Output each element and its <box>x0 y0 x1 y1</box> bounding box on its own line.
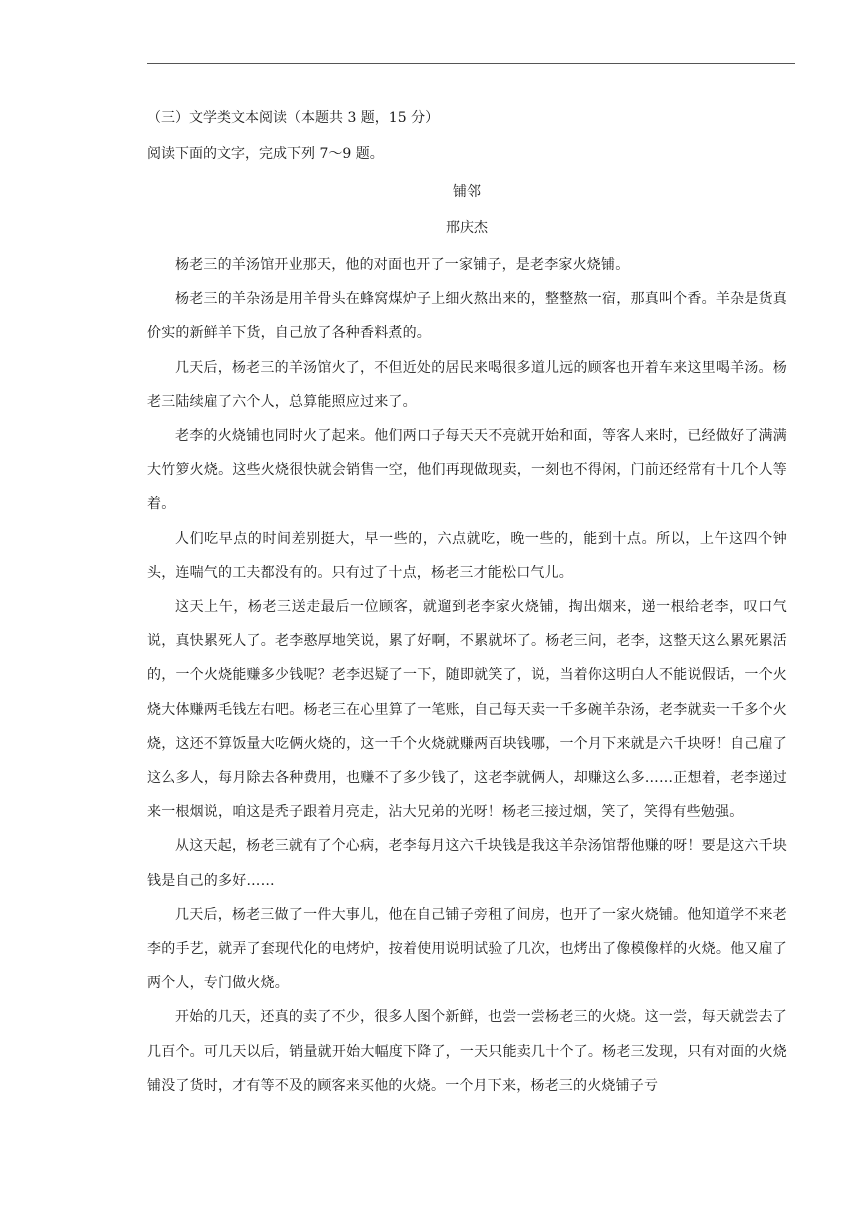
instruction: 阅读下面的文字，完成下列 7～9 题。 <box>147 146 384 162</box>
story-text <box>147 248 787 1103</box>
section-heading: （三）文学类文本阅读（本题共 3 题，15 分） <box>147 110 440 126</box>
document-body <box>147 106 787 1103</box>
paragraph: 杨老三的羊汤馆开业那天，他的对面也开了一家铺子，是老李家火烧铺。 <box>175 257 630 273</box>
top-rule <box>147 63 795 64</box>
paragraph: 从这天起，杨老三就有了个心病，老李每月这六千块钱是我这羊杂汤馆帮他赚的呀！要是这六千块钱是自己的多好…… <box>147 838 787 889</box>
story-title: 铺邻 <box>453 184 481 200</box>
paragraph: 人们吃早点的时间差别挺大，早一些的，六点就吃，晚一些的，能到十点。所以，上午这四个钟头，连喘气的工夫都没有的。只有过了十点，杨老三才能松口气儿。 <box>147 530 787 581</box>
paragraph: 开始的几天，还真的卖了不少，很多人图个新鲜，也尝一尝杨老三的火烧。这一尝，每天就尝去了几百个。可几天以后，销量就开始大幅度下降了，一天只能卖几十个了。杨老三发现，只有对面的火烧铺没了货时，才有等不及的顾客来买他的火烧。一个月下来，杨老三的火烧铺子亏 <box>147 1009 787 1094</box>
paragraph: 杨老三的羊杂汤是用羊骨头在蜂窝煤炉子上细火熬出来的，整整熬一宿，那真叫个香。羊杂是货真价实的新鲜羊下货，自己放了各种香料煮的。 <box>147 291 787 342</box>
paragraph: 几天后，杨老三的羊汤馆火了，不但近处的居民来喝很多道儿远的顾客也开着车来这里喝羊汤。杨老三陆续雇了六个人，总算能照应过来了。 <box>147 359 787 410</box>
paragraph: 几天后，杨老三做了一件大事儿，他在自己铺子旁租了间房，也开了一家火烧铺。他知道学不来老李的手艺，就弄了套现代化的电烤炉，按着使用说明试验了几次，也烤出了像模像样的火烧。他又雇了两个人，专门做火烧。 <box>147 906 787 992</box>
story-author: 邢庆杰 <box>446 220 488 236</box>
paragraph: 老李的火烧铺也同时火了起来。他们两口子每天天不亮就开始和面，等客人来时，已经做好了满满大竹箩火烧。这些火烧很快就会销售一空，他们再现做现卖，一刻也不得闲，门前还经常有十几个人等着。 <box>147 428 787 513</box>
paragraph: 这天上午，杨老三送走最后一位顾客，就遛到老李家火烧铺，掏出烟来，递一根给老李，叹口气说，真快累死人了。老李憨厚地笑说，累了好啊，不累就坏了。杨老三问，老李，这整天这么累死累活的，一个火烧能赚多少钱呢？老李迟疑了一下，随即就笑了，说，当着你这明白人不能说假话，一个火烧大体赚两毛钱左右吧。杨老三在心里算了一笔账，自己每天卖一千多碗羊杂汤，老李就卖一千多个火烧，这还不算饭量大吃俩火烧的，这一千个火烧就赚两百块钱哪，一个月下来就是六千块呀！自己雇了这么多人，每月除去各种费用，也赚不了多少钱了，这老李就俩人，却赚这么多……正想着，老李递过来一根烟说，咱这是秃子跟着月亮走，沾大兄弟的光呀！杨老三接过烟，笑了，笑得有些勉强。 <box>147 599 787 821</box>
